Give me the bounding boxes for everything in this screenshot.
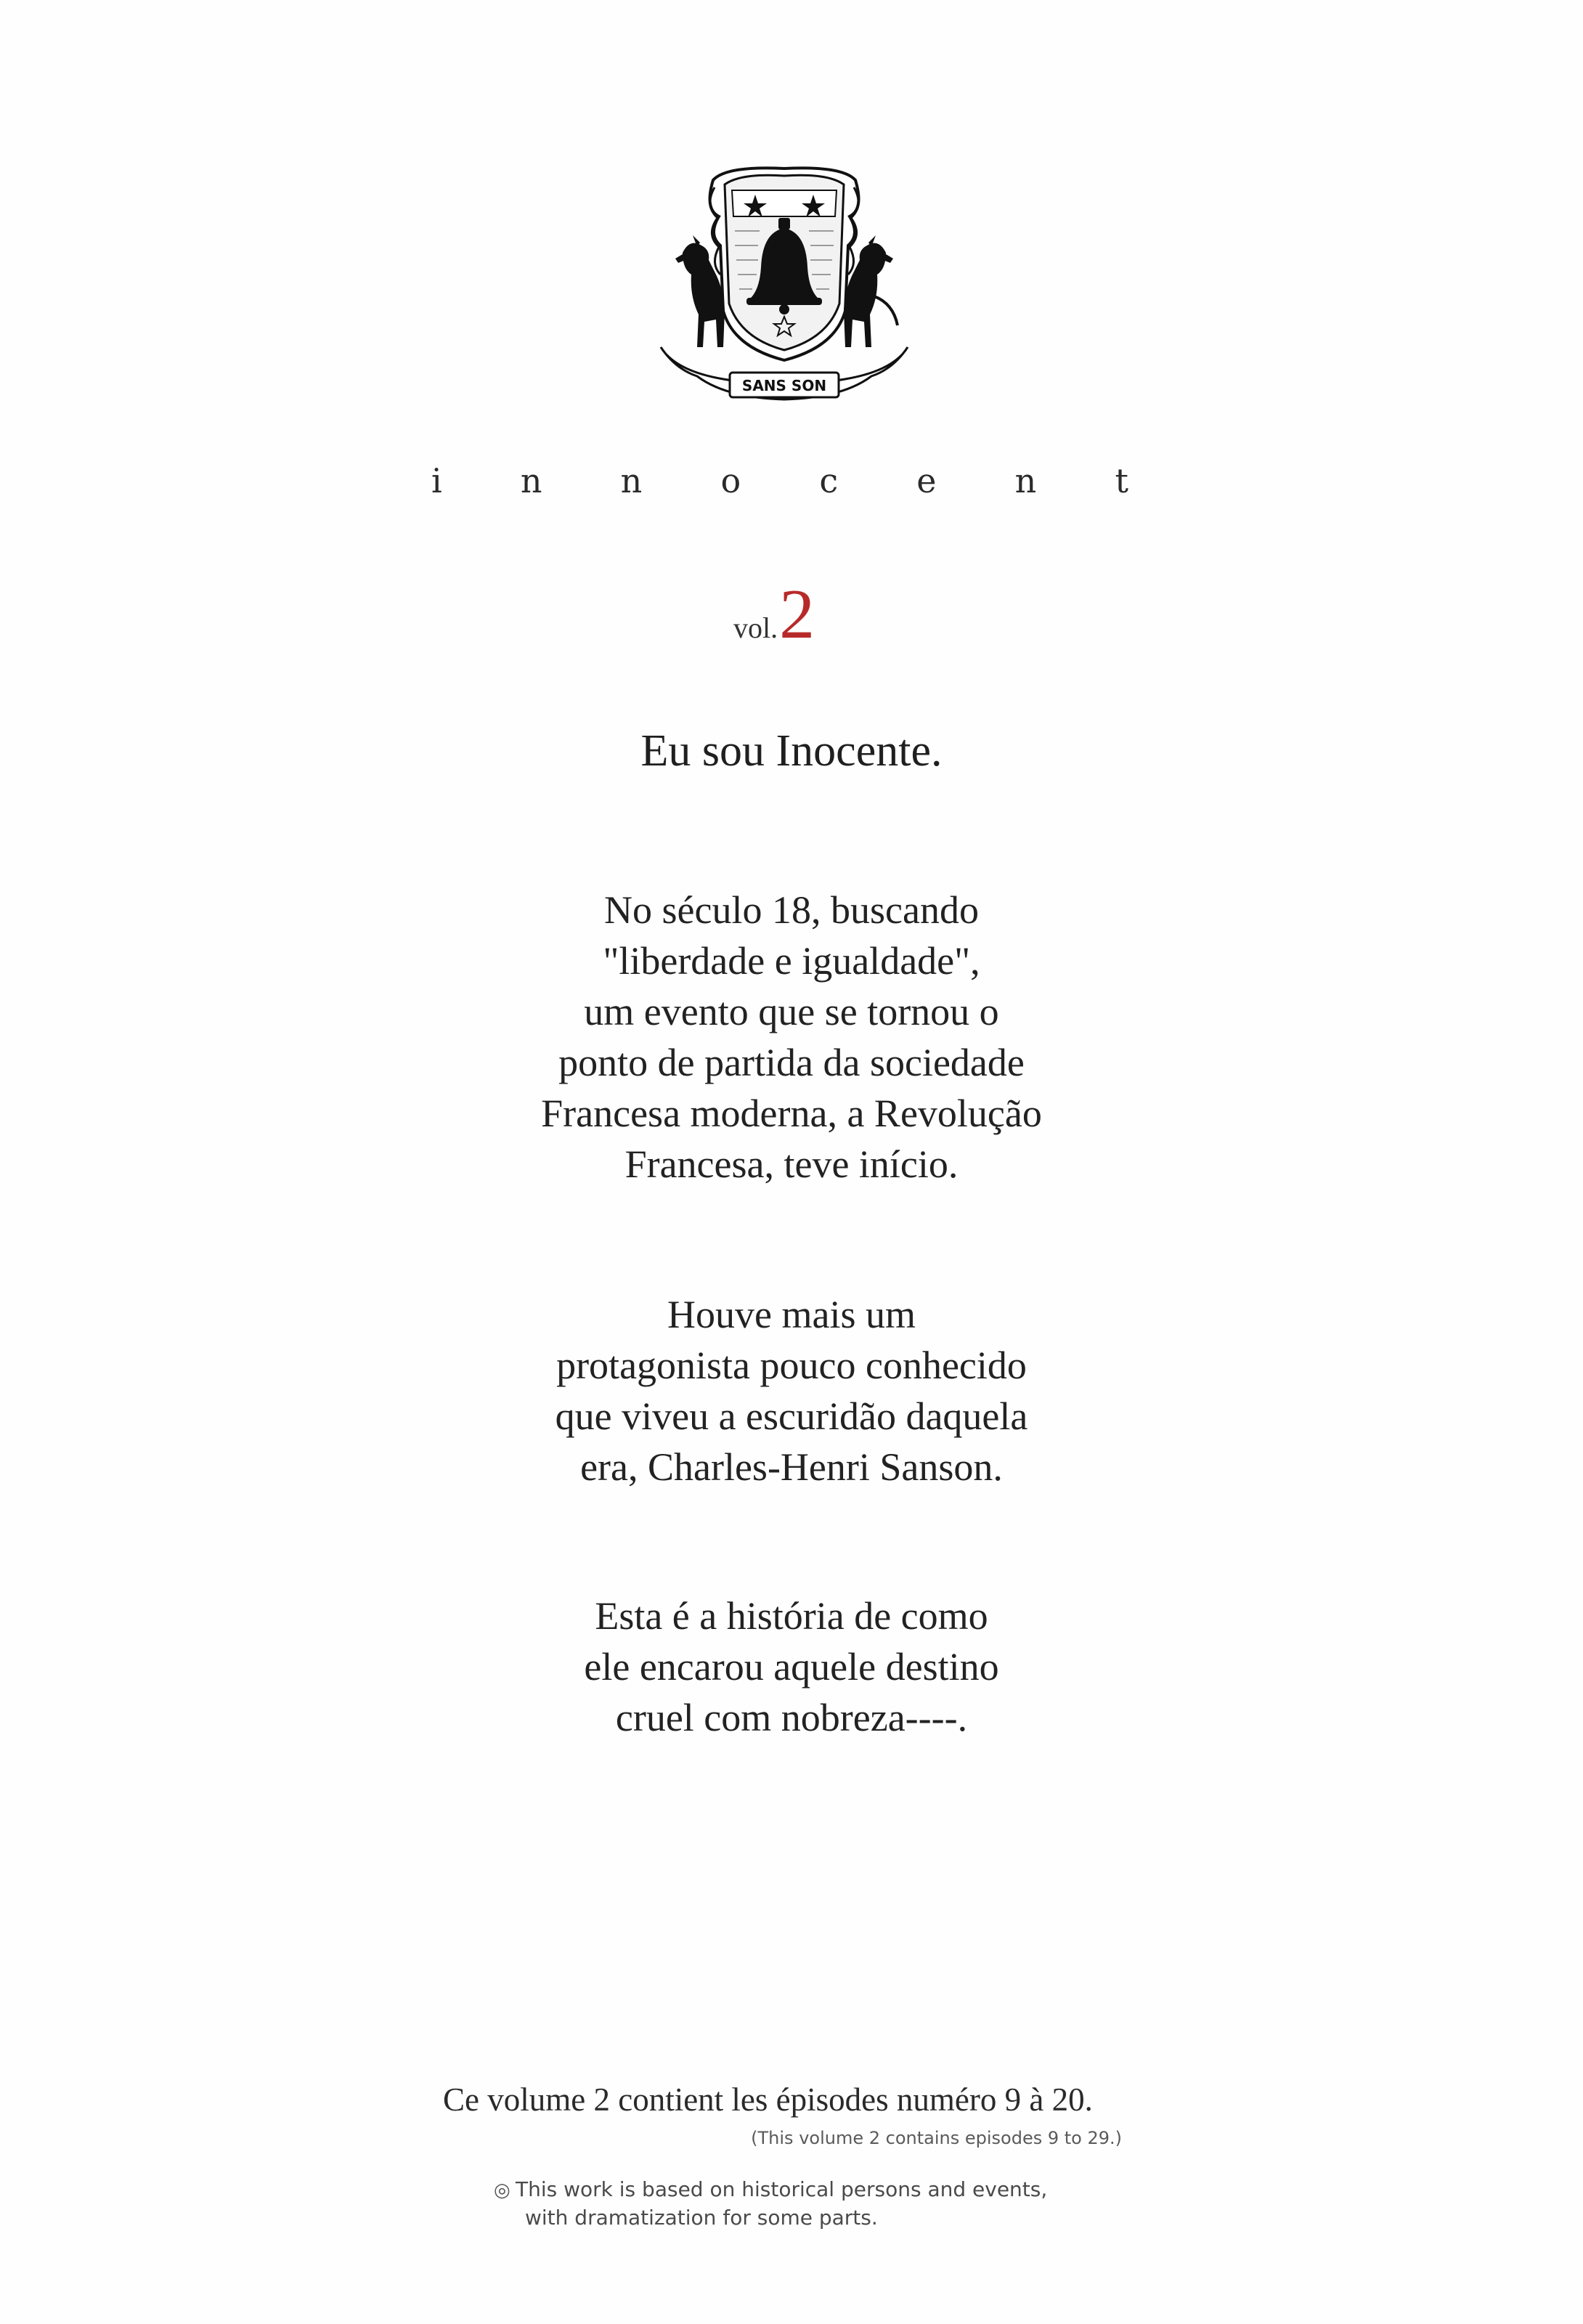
paragraph-line: Esta é a história de como xyxy=(595,1594,988,1638)
title-letter: n xyxy=(620,461,643,500)
disclaimer xyxy=(494,2176,1118,2232)
disclaimer-line: with dramatization for some parts. xyxy=(525,2206,878,2230)
synopsis-paragraph-3 xyxy=(0,1590,1583,1743)
title-letter: t xyxy=(1115,461,1128,500)
paragraph-line: ponto de partida da sociedade xyxy=(558,1041,1025,1084)
double-circle-icon: ◎ xyxy=(494,2179,510,2201)
volume-label xyxy=(733,574,815,654)
paragraph-line: "liberdade e igualdade", xyxy=(603,939,980,983)
tagline-heading: Eu sou Inocente. xyxy=(640,726,943,776)
paragraph-line: um evento que se tornou o xyxy=(584,990,999,1033)
synopsis-paragraph-2 xyxy=(0,1289,1583,1492)
paragraph-line: No século 18, buscando xyxy=(604,888,979,932)
paragraph-line: Francesa moderna, a Revolução xyxy=(541,1092,1042,1135)
title-letter: n xyxy=(520,461,542,500)
disclaimer-text: This work is based on historical persons and events, xyxy=(516,2177,1048,2201)
paragraph-line: cruel com nobreza----. xyxy=(615,1696,968,1739)
title-letter: n xyxy=(1014,461,1037,500)
disclaimer-line xyxy=(494,2176,1118,2204)
title-letter: e xyxy=(916,461,937,500)
paragraph-line: Francesa, teve início. xyxy=(624,1142,959,1186)
paragraph-line: era, Charles-Henri Sanson. xyxy=(580,1445,1003,1489)
paragraph-line: que viveu a escuridão daquela xyxy=(555,1394,1028,1438)
crest-illustration xyxy=(654,166,915,405)
english-volume-note: (This volume 2 contains episodes 9 to 29.) xyxy=(751,2128,1122,2148)
volume-prefix: vol. xyxy=(733,612,778,644)
crest-motto: SANS SON xyxy=(741,377,827,394)
paragraph-line: ele encarou aquele destino xyxy=(584,1645,999,1689)
coat-of-arms-crest xyxy=(654,166,915,405)
title-letter: o xyxy=(720,461,741,500)
volume-number: 2 xyxy=(779,575,815,654)
paragraph-line: protagonista pouco conhecido xyxy=(556,1344,1027,1387)
series-title xyxy=(431,452,1128,510)
paragraph-line: Houve mais um xyxy=(667,1293,916,1336)
french-volume-note: Ce volume 2 contient les épisodes numéro 9 à 20. xyxy=(443,2081,1093,2118)
synopsis-paragraph-1 xyxy=(0,885,1583,1190)
title-letter: i xyxy=(431,461,442,500)
title-letter: c xyxy=(819,461,839,500)
